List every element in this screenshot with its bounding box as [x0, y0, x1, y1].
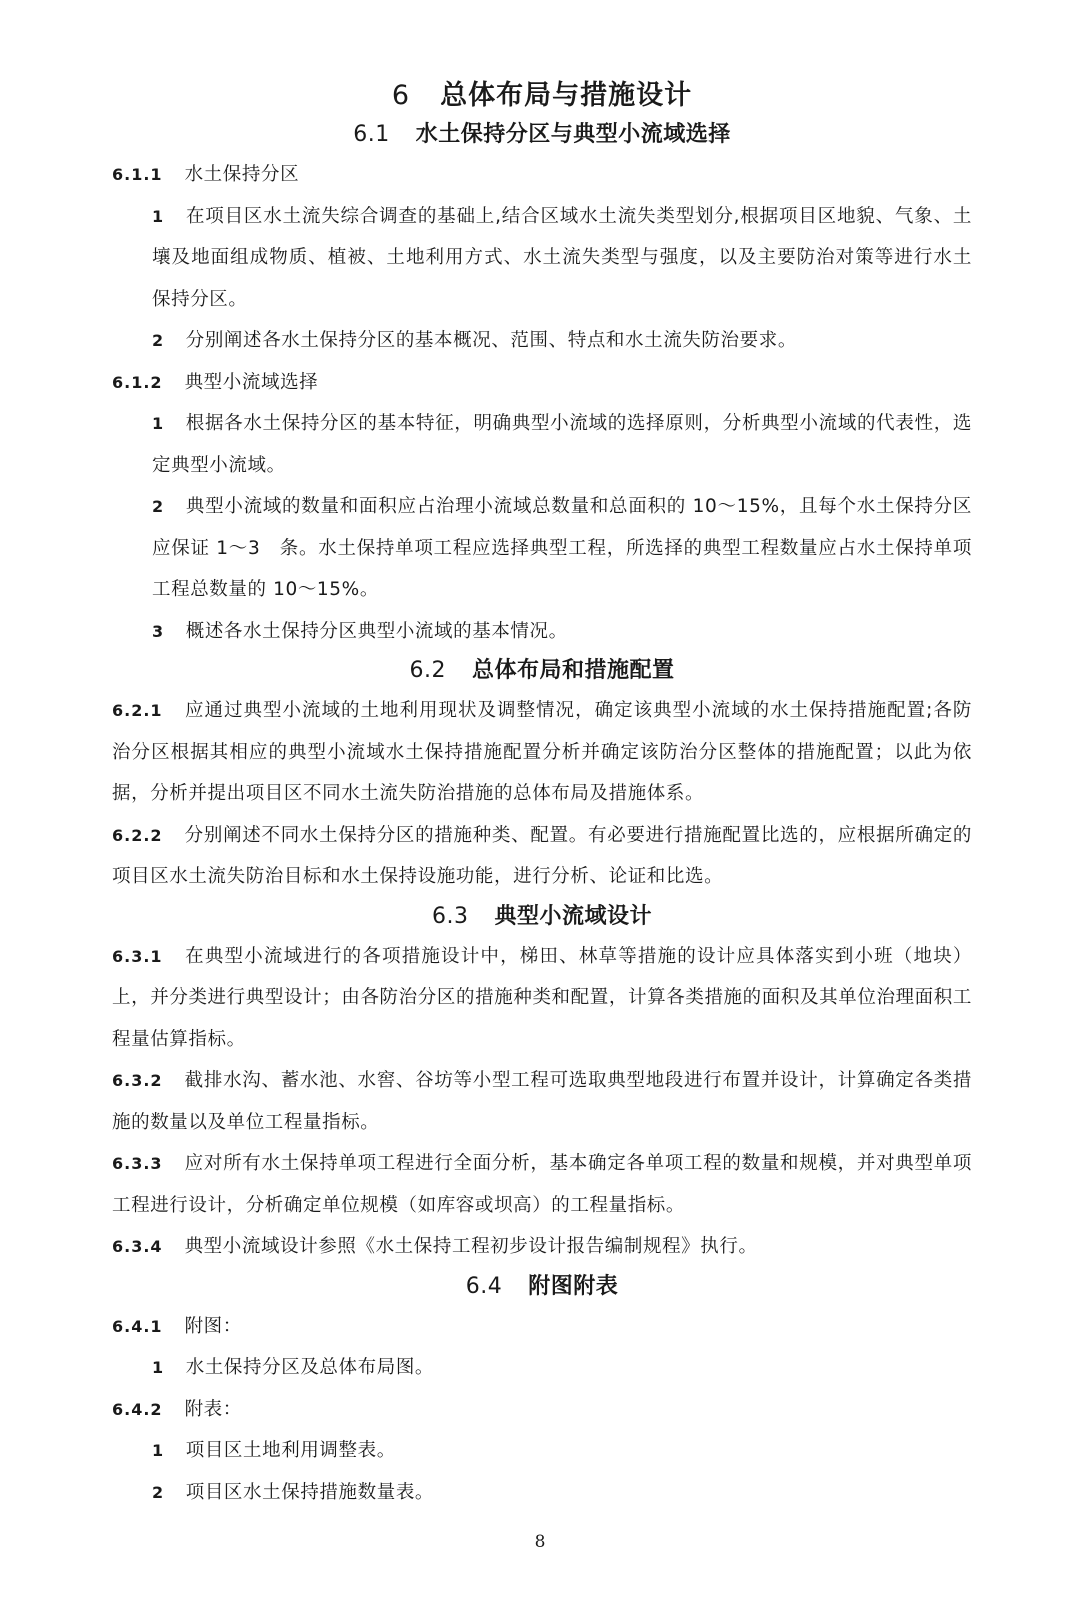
clause-text: 在典型小流域进行的各项措施设计中，梯田、林草等措施的设计应具体落实到小班（地块）上，并分类进行典型设计；由各防治分区的措施种类和配置，计算各类措施的面积及其单位治理面积工程量估算指标。 [112, 945, 972, 1050]
page-number: 8 [534, 1532, 546, 1552]
clause-6-2-2 [112, 815, 972, 898]
section-title-text: 附图附表 [528, 1273, 619, 1299]
item-number: 1 [152, 1358, 164, 1377]
section-number: 6.2 [409, 658, 446, 683]
item-6-1-2-1 [112, 403, 972, 486]
item-number: 1 [152, 414, 164, 433]
section-title-text: 典型小流域设计 [494, 903, 652, 929]
item-number: 2 [152, 1482, 164, 1502]
clause-6-3-1 [112, 936, 972, 1061]
chapter-title-text: 总体布局与措施设计 [440, 80, 693, 111]
section-number: 6.1 [353, 122, 390, 147]
item-6-1-1-1 [112, 196, 972, 321]
clause-6-2-1 [112, 690, 972, 815]
clause-6-4-2 [112, 1389, 972, 1431]
clause-6-4-1 [112, 1306, 972, 1348]
section-number: 6.4 [465, 1273, 503, 1299]
item-number: 2 [152, 331, 164, 350]
section-title-text: 总体布局和措施配置 [471, 658, 675, 683]
clause-number: 6.2.2 [112, 825, 163, 845]
clause-text: 应对所有水土保持单项工程进行全面分析，基本确定各单项工程的数量和规模，并对典型单项工程进行设计，分析确定单位规模（如库容或坝高）的工程量指标。 [112, 1153, 972, 1216]
item-6-4-2-1 [112, 1430, 972, 1472]
item-text: 概述各水土保持分区典型小流域的基本情况。 [185, 620, 568, 642]
clause-6-1-1 [112, 154, 972, 196]
item-text: 在项目区水土流失综合调查的基础上,结合区域水土流失类型划分,根据项目区地貌、气象、土壤及地面组成物质、植被、土地利用方式、水土流失类型与强度，以及主要防治对策等进行水土保持分区。 [152, 205, 972, 310]
section-title-6-4 [112, 1268, 972, 1306]
clause-number: 6.3.4 [112, 1237, 163, 1256]
clause-number: 6.4.2 [112, 1399, 163, 1419]
document-page [112, 66, 972, 1513]
clause-number: 6.1.1 [112, 165, 163, 184]
clause-text: 附表： [184, 1398, 242, 1420]
item-6-4-1-1 [112, 1347, 972, 1389]
clause-6-3-3 [112, 1143, 972, 1226]
item-text: 水土保持分区及总体布局图。 [185, 1357, 435, 1378]
clause-text: 附图： [184, 1315, 242, 1337]
item-text: 根据各水土保持分区的基本特征，明确典型小流域的选择原则，分析典型小流域的代表性，选定典型小流域。 [152, 413, 972, 476]
clause-number: 6.3.3 [112, 1154, 163, 1173]
clause-text: 分别阐述不同水土保持分区的措施种类、配置。有必要进行措施配置比选的，应根据所确定的项目区水土流失防治目标和水土保持设施功能，进行分析、论证和比选。 [112, 824, 972, 887]
item-6-1-2-3 [112, 611, 972, 653]
item-number: 3 [152, 621, 164, 641]
item-text: 分别阐述各水土保持分区的基本概况、范围、特点和水土流失防治要求。 [185, 330, 797, 351]
clause-number: 6.1.2 [112, 372, 163, 392]
item-number: 2 [152, 497, 164, 516]
clause-text: 典型小流域选择 [184, 371, 319, 393]
item-number: 1 [152, 206, 164, 226]
clause-text: 水土保持分区 [184, 164, 300, 185]
clause-number: 6.4.1 [112, 1316, 163, 1336]
section-title-6-2 [112, 652, 972, 690]
clause-text: 典型小流域设计参照《水土保持工程初步设计报告编制规程》执行。 [184, 1236, 758, 1257]
clause-6-3-4 [112, 1226, 972, 1268]
section-number: 6.3 [431, 903, 469, 929]
item-6-1-2-2 [112, 486, 972, 611]
item-6-1-1-2 [112, 320, 972, 362]
section-title-6-3 [112, 898, 972, 936]
clause-text: 截排水沟、蓄水池、水窖、谷坊等小型工程可选取典型地段进行布置并设计，计算确定各类措施的数量以及单位工程量指标。 [112, 1070, 972, 1133]
section-title-6-1 [112, 116, 972, 154]
clause-text: 应通过典型小流域的土地利用现状及调整情况，确定该典型小流域的水土保持措施配置;各防治分区根据其相应的典型小流域水土保持措施配置分析并确定该防治分区整体的措施配置；以此为依据，分析并提出项目区不同水土流失防治措施的总体布局及措施体系。 [112, 700, 972, 804]
item-text: 项目区土地利用调整表。 [185, 1440, 396, 1461]
item-6-4-2-2 [112, 1472, 972, 1514]
clause-number: 6.2.1 [112, 701, 163, 720]
clause-number: 6.3.1 [112, 946, 163, 966]
item-number: 1 [152, 1441, 164, 1460]
item-text: 项目区水土保持措施数量表。 [185, 1481, 435, 1503]
section-title-text: 水土保持分区与典型小流域选择 [415, 122, 731, 147]
chapter-title [112, 76, 972, 116]
clause-6-1-2 [112, 362, 972, 404]
clause-number: 6.3.2 [112, 1071, 163, 1090]
chapter-number: 6 [391, 80, 411, 111]
item-text: 典型小流域的数量和面积应占治理小流域总数量和总面积的 10～15%，且每个水土保持分区应保证 1～3 条。水土保持单项工程应选择典型工程，所选择的典型工程数量应占水土保持单项工程总数量的 10～15%。 [152, 496, 972, 600]
clause-6-3-2 [112, 1060, 972, 1143]
